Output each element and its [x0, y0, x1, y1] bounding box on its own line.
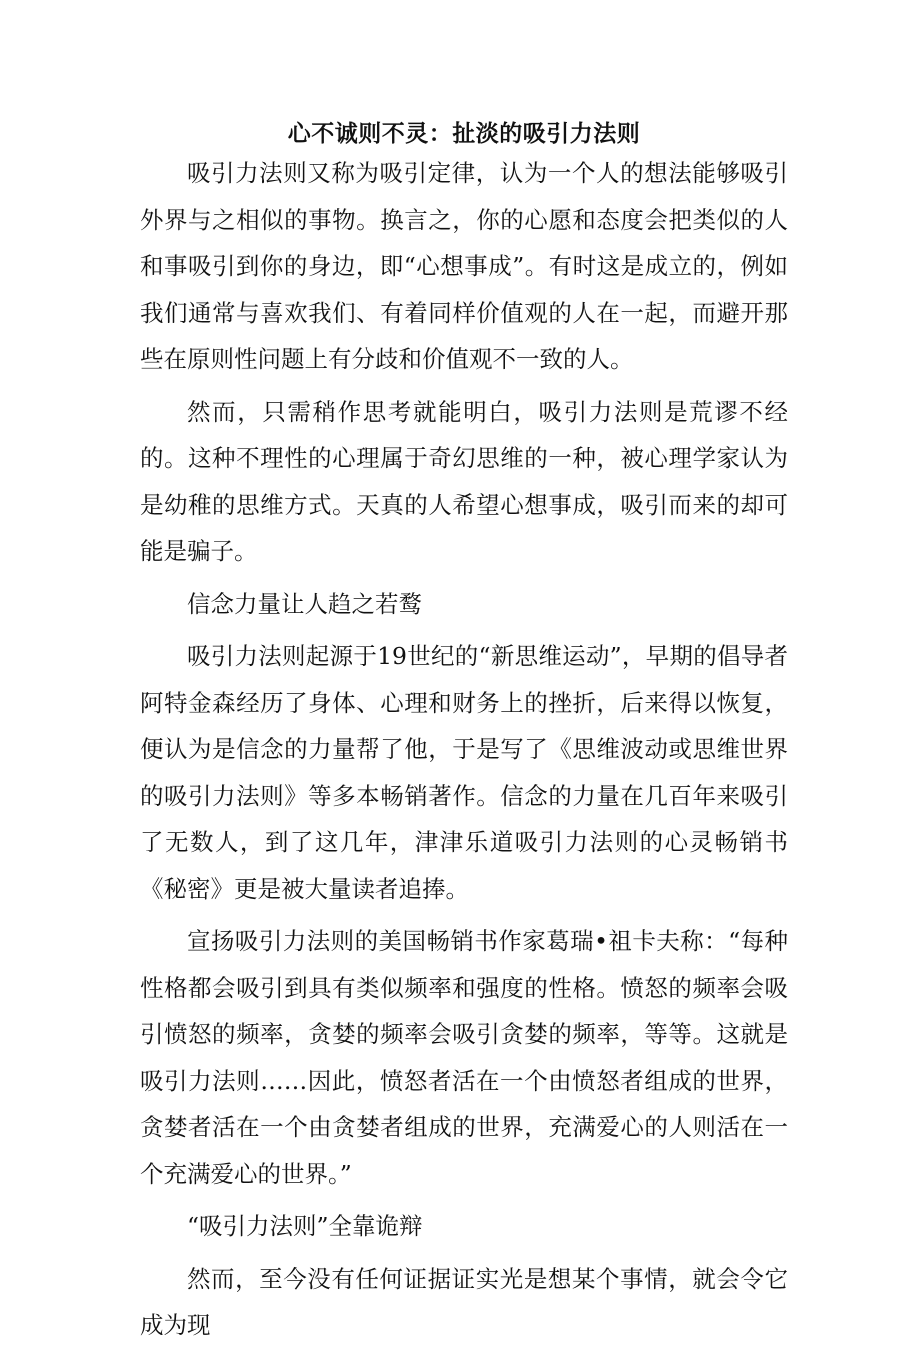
paragraph-definition: 吸引力法则又称为吸引定律，认为一个人的想法能够吸引外界与之相似的事物。换言之，你的心愿和态度会把类似的人和事吸引到你的身边，即“心想事成”。有时这是成立的，例如我们通常与喜欢我们、有着同样价值观的人在一起，而避开那些在原则性问题上有分歧和价值观不一致的人。	[140, 159, 788, 373]
section-heading-sophistry: “吸引力法则”全靠诡辩	[187, 1212, 423, 1240]
document-title: 心不诚则不灵：扯淡的吸引力法则	[287, 121, 641, 147]
section-heading-belief: 信念力量让人趋之若鹜	[187, 589, 422, 618]
paragraph-origin: 吸引力法则起源于19世纪的“新思维运动”，早期的倡导者阿特金森经历了身体、心理和财务上的挫折，后来得以恢复，便认为是信念的力量帮了他，于是写了《思维波动或思维世界的吸引力法则》等多本畅销著作。信念的力量在几百年来吸引了无数人，到了这几年，津津乐道吸引力法则的心灵畅销书《秘密》更是被大量读者追捧。	[140, 642, 788, 903]
paragraph-critique: 然而，只需稍作思考就能明白，吸引力法则是荒谬不经的。这种不理性的心理属于奇幻思维的一种，被心理学家认为是幼稚的思维方式。天真的人希望心想事成，吸引而来的却可能是骗子。	[140, 397, 788, 565]
document-body	[140, 118, 788, 1349]
paragraph-quote: 宣扬吸引力法则的美国畅销书作家葛瑞•祖卡夫称：“每种性格都会吸引到具有类似频率和强度的性格。愤怒的频率会吸引愤怒的频率，贪婪的频率会吸引贪婪的频率，等等。这就是吸引力法则……因此，愤怒者活在一个由愤怒者组成的世界，贪婪者活在一个由贪婪者组成的世界，充满爱心的人则活在一个充满爱心的世界。”	[140, 927, 788, 1188]
paragraph-evidence: 然而，至今没有任何证据证实光是想某个事情，就会令它成为现	[140, 1264, 788, 1339]
